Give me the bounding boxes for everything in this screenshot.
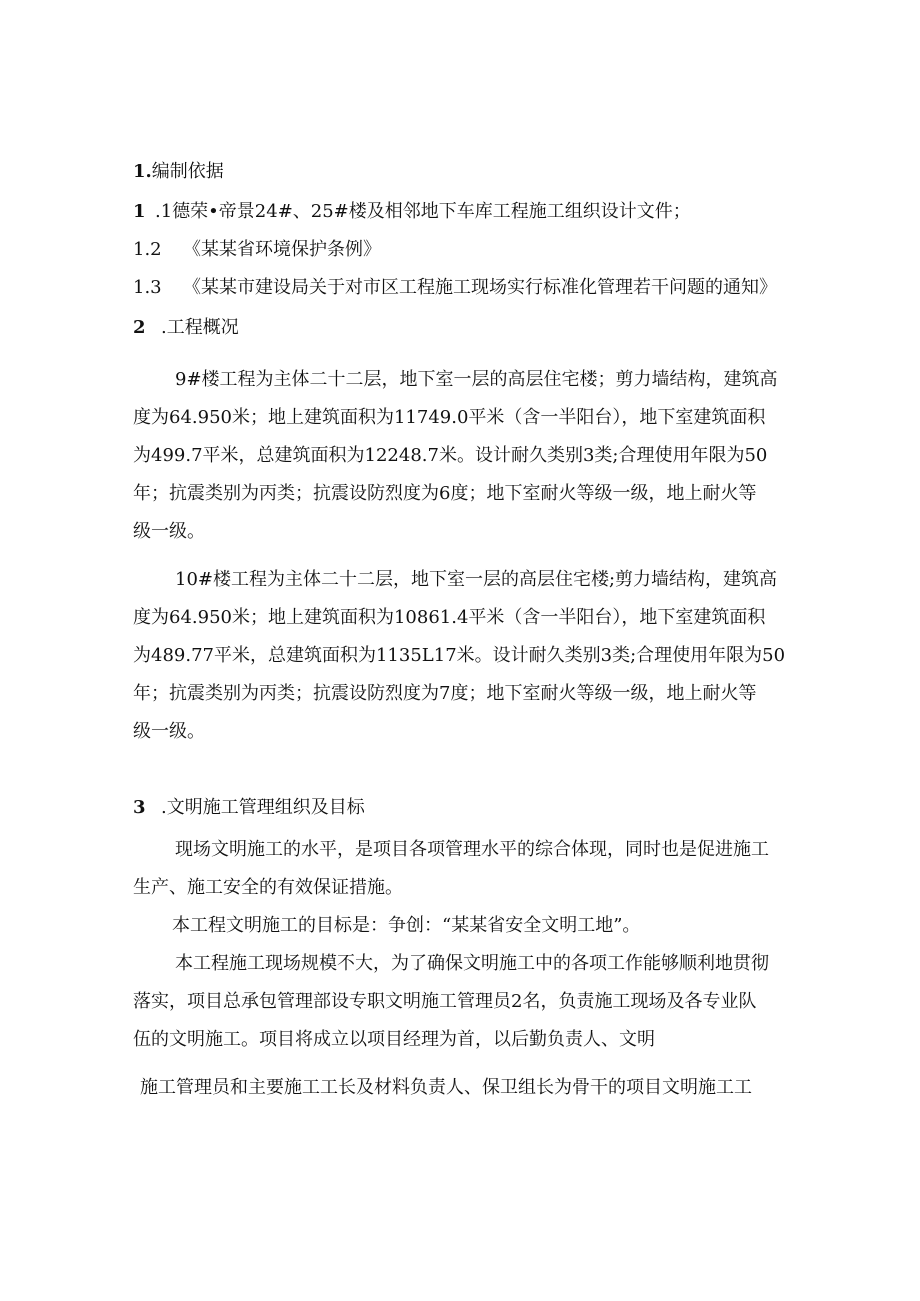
section-2-heading-number: 2 (133, 317, 146, 338)
section-1-heading (133, 160, 224, 184)
section-1-item-1-text: .1德荣•帝景24#、25#楼及相邻地下车库工程施工组织设计文件； (155, 201, 691, 222)
section-3-p4-line-1: 施工管理员和主要施工工长及材料负责人、保卫组长为骨干的项目文明施工工 (140, 1077, 752, 1098)
section-3-heading-text: .文明施工管理组织及目标 (161, 797, 365, 818)
section-3-p2-line-1: 本工程文明施工的目标是：争创：“某某省安全文明工地”。 (172, 915, 641, 936)
section-1-item-1 (133, 200, 691, 224)
section-2-p2-line-1: 10#楼工程为主体二十二层，地下室一层的高层住宅楼;剪力墙结构，建筑高 (175, 569, 778, 590)
section-2-p2-line-4: 年；抗震类别为丙类；抗震设防烈度为7度；地下室耐火等级一级，地上耐火等 (133, 683, 757, 704)
section-2-p2-line-2: 度为64.950米；地上建筑面积为10861.4平米（含一半阳台），地下室建筑面积 (133, 607, 766, 628)
section-3-p1-line-2: 生产、施工安全的有效保证措施。 (133, 877, 403, 898)
section-2-heading-text: .工程概况 (161, 317, 239, 338)
section-1-heading-text: 编制依据 (151, 161, 224, 182)
section-1-item-1-number: 1 (133, 201, 146, 222)
section-3-p1-line-1: 现场文明施工的水平，是项目各项管理水平的综合体现，同时也是促进施工 (175, 839, 769, 860)
section-1-item-3-text: 《某某市建设局关于对市区工程施工现场实行标准化管理若干问题的通知》 (183, 277, 777, 298)
section-1-item-3-number: 1.3 (133, 277, 162, 298)
section-3-p3-line-1: 本工程施工现场规模不大，为了确保文明施工中的各项工作能够顺利地贯彻 (175, 953, 769, 974)
section-3-heading-number: 3 (133, 797, 146, 818)
section-2-p1-line-5: 级一级。 (133, 521, 205, 542)
section-2-p1-line-4: 年；抗震类别为丙类；抗震设防烈度为6度；地下室耐火等级一级，地上耐火等 (133, 483, 757, 504)
section-1-item-2-number: 1.2 (133, 239, 162, 260)
section-2-p2-line-5: 级一级。 (133, 721, 205, 742)
section-2-p1-line-3: 为499.7平米，总建筑面积为12248.7米。设计耐久类别3类;合理使用年限为50 (133, 445, 768, 466)
section-2-p1-line-2: 度为64.950米；地上建筑面积为11749.0平米（含一半阳台），地下室建筑面积 (133, 407, 766, 428)
section-2-p2-line-3: 为489.77平米，总建筑面积为1135L17米。设计耐久类别3类;合理使用年限为50 (133, 645, 786, 666)
section-1-heading-number: 1. (133, 161, 152, 182)
section-3-p3-line-3: 伍的文明施工。项目将成立以项目经理为首，以后勤负责人、文明 (133, 1029, 655, 1050)
section-3-p3-line-2: 落实，项目总承包管理部设专职文明施工管理员2名，负责施工现场及各专业队 (133, 991, 757, 1012)
section-2-heading (133, 316, 239, 340)
section-2-p1-line-1: 9#楼工程为主体二十二层，地下室一层的高层住宅楼；剪力墙结构，建筑高 (175, 369, 778, 390)
section-1-item-2 (133, 238, 381, 262)
section-1-item-3 (133, 276, 777, 300)
section-3-heading (133, 796, 365, 820)
section-1-item-2-text: 《某某省环境保护条例》 (183, 239, 381, 260)
